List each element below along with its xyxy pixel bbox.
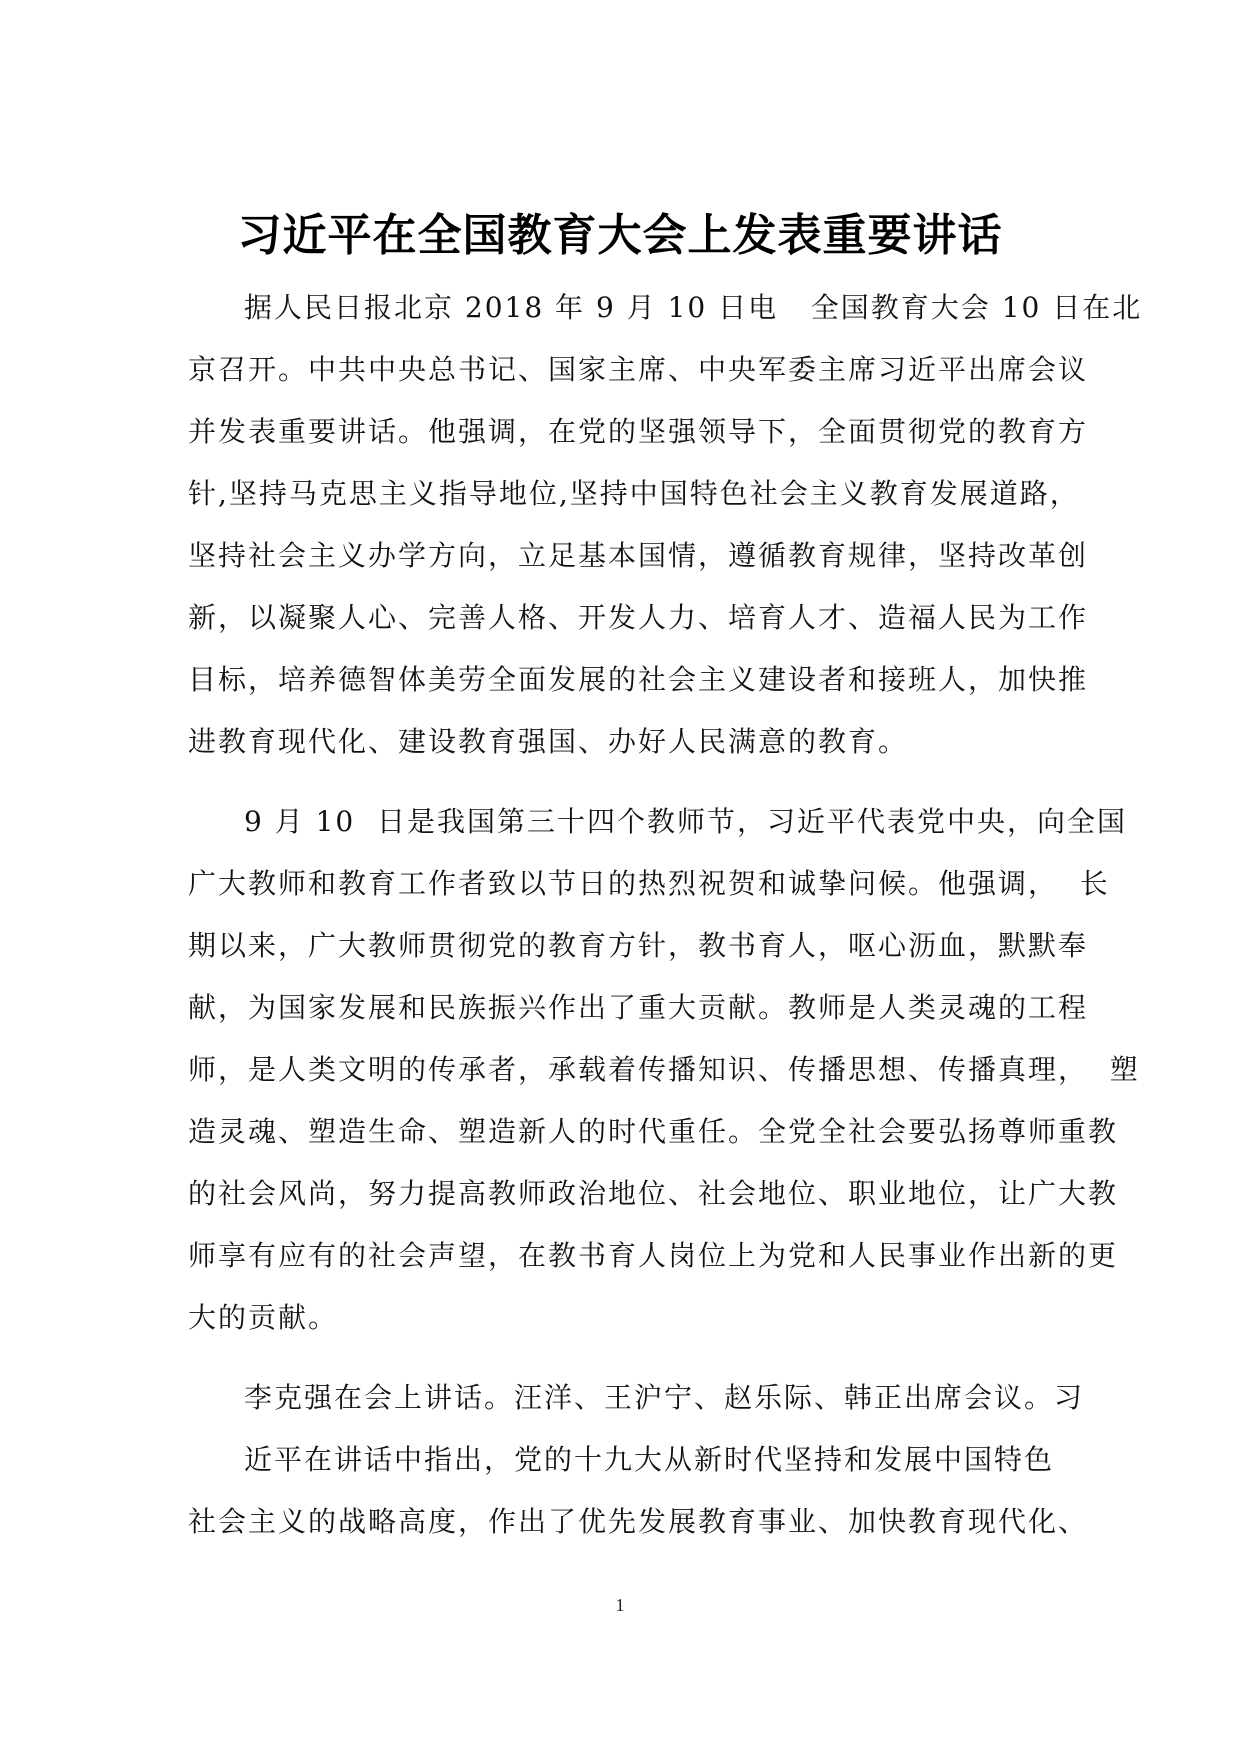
body-text-line: 师，是人类文明的传承者，承载着传播知识、传播思想、传播真理， 塑	[188, 1053, 1140, 1086]
body-text-line: 坚持社会主义办学方向，立足基本国情，遵循教育规律，坚持改革创	[188, 539, 1089, 572]
body-text-line: 针,坚持马克思主义指导地位,坚持中国特色社会主义教育发展道路，	[188, 477, 1080, 510]
body-text-line: 李克强在会上讲话。汪洋、王沪宁、赵乐际、韩正出席会议。习	[244, 1381, 1085, 1414]
body-text-line: 社会主义的战略高度，作出了优先发展教育事业、加快教育现代化、	[188, 1505, 1089, 1538]
body-text-line: 新，以凝聚人心、完善人格、开发人力、培育人才、造福人民为工作	[188, 601, 1089, 634]
page-number: 1	[615, 1595, 625, 1615]
body-text-line: 据人民日报北京 2018 年 9 月 10 日电 全国教育大会 10 日在北	[244, 291, 1143, 324]
body-text-line: 大的贡献。	[188, 1301, 339, 1334]
body-text-line: 造灵魂、塑造生命、塑造新人的时代重任。全党全社会要弘扬尊师重教	[188, 1115, 1119, 1148]
body-text-line: 9 月 10 日是我国第三十四个教师节，习近平代表党中央，向全国	[244, 805, 1128, 838]
body-text-line: 京召开。中共中央总书记、国家主席、中央军委主席习近平出席会议	[188, 353, 1089, 386]
document-title: 习近平在全国教育大会上发表重要讲话	[237, 210, 1003, 261]
body-text-line: 进教育现代化、建设教育强国、办好人民满意的教育。	[188, 725, 909, 758]
body-text-line: 并发表重要讲话。他强调，在党的坚强领导下，全面贯彻党的教育方	[188, 415, 1089, 448]
body-text-line: 目标，培养德智体美劳全面发展的社会主义建设者和接班人，加快推	[188, 663, 1089, 696]
body-text-line: 师享有应有的社会声望，在教书育人岗位上为党和人民事业作出新的更	[188, 1239, 1119, 1272]
body-text-line: 献，为国家发展和民族振兴作出了重大贡献。教师是人类灵魂的工程	[188, 991, 1089, 1024]
body-text-line: 的社会风尚，努力提高教师政治地位、社会地位、职业地位，让广大教	[188, 1177, 1119, 1210]
body-text-line: 近平在讲话中指出，党的十九大从新时代坚持和发展中国特色	[244, 1443, 1055, 1476]
body-text-line: 期以来，广大教师贯彻党的教育方针，教书育人，呕心沥血，默默奉	[188, 929, 1089, 962]
body-text-line: 广大教师和教育工作者致以节日的热烈祝贺和诚挚问候。他强调， 长	[188, 867, 1110, 900]
